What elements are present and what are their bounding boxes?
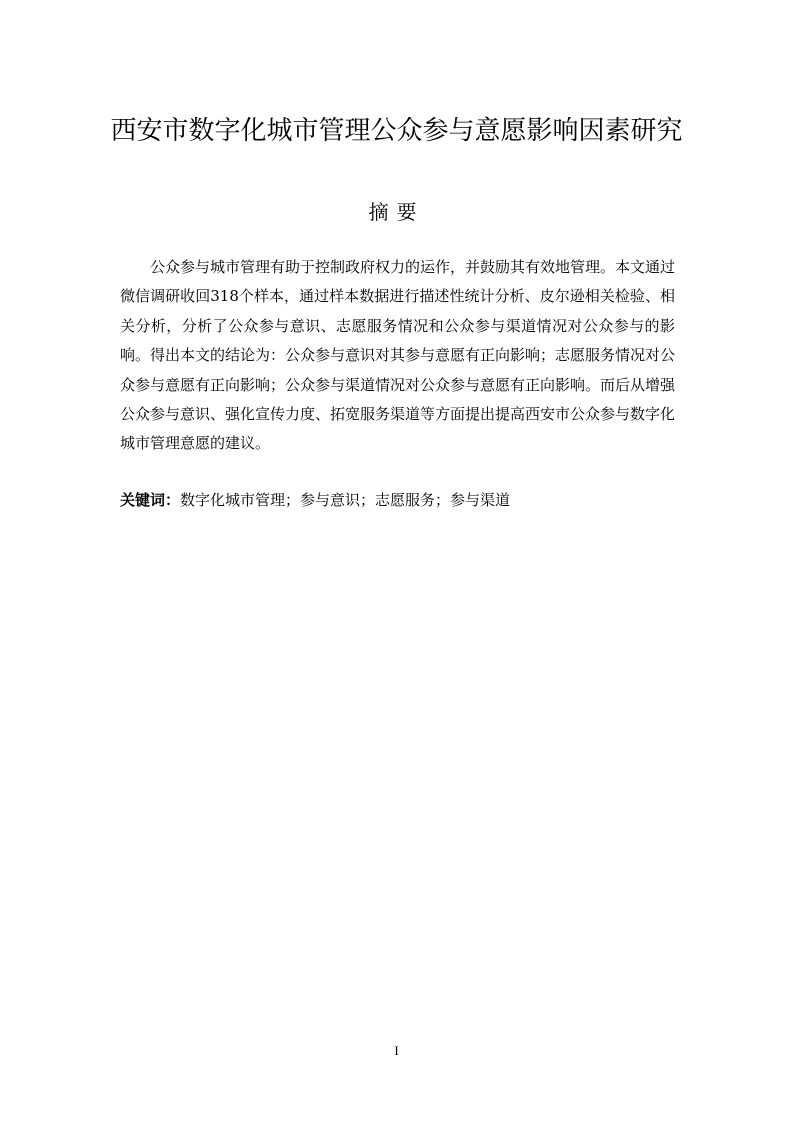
paper-title: 西安市数字化城市管理公众参与意愿影响因素研究: [110, 116, 683, 146]
page-number: I: [394, 1043, 399, 1058]
keywords-line: [120, 487, 675, 513]
keywords-text: 数字化城市管理；参与意识；志愿服务；参与渠道: [180, 491, 511, 509]
keywords-label: 关键词：: [120, 491, 181, 509]
abstract-heading: 摘要: [368, 200, 425, 224]
abstract-body: 公众参与城市管理有助于控制政府权力的运作，并鼓励其有效地管理。本文通过微信调研收回318个样本，通过样本数据进行描述性统计分析、皮尔逊相关检验、相关分析，分析了公众参与意识、志愿服务情况和公众参与渠道情况对公众参与的影响。得出本文的结论为：公众参与意识对其参与意愿有正向影响；志愿服务情况对公众参与意愿有正向影响；公众参与渠道情况对公众参与意愿有正向影响。而后从增强公众参与意识、强化宣传力度、拓宽服务渠道等方面提出提高西安市公众参与数字化城市管理意愿的建议。: [120, 258, 676, 453]
